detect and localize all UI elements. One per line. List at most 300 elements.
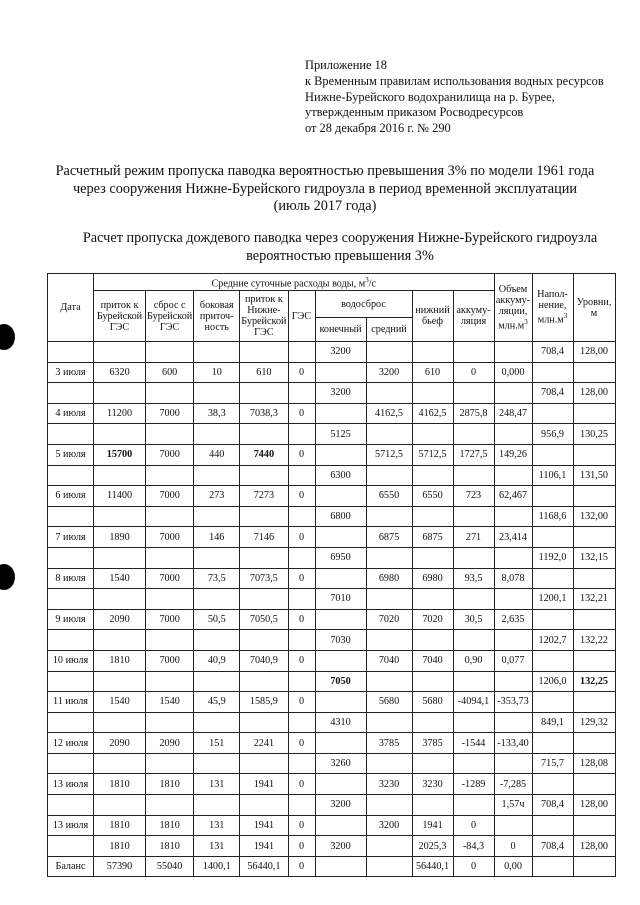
table-cell bbox=[573, 527, 615, 548]
header-ges: ГЭС bbox=[288, 291, 315, 342]
table-cell: 130,25 bbox=[573, 424, 615, 445]
table-row bbox=[48, 424, 616, 445]
table-cell: 0,077 bbox=[494, 650, 532, 671]
table-cell bbox=[315, 444, 366, 465]
table-cell bbox=[412, 506, 453, 527]
table-cell: -7,285 bbox=[494, 774, 532, 795]
table-cell: 11 июля bbox=[48, 692, 94, 713]
table-cell bbox=[194, 630, 240, 651]
table-cell bbox=[194, 465, 240, 486]
table-cell: 12 июля bbox=[48, 733, 94, 754]
table-cell bbox=[494, 753, 532, 774]
table-cell: 6875 bbox=[412, 527, 453, 548]
table-cell: 57390 bbox=[94, 856, 146, 877]
table-cell bbox=[48, 836, 94, 857]
table-cell bbox=[288, 383, 315, 404]
table-cell: 1106,1 bbox=[532, 465, 573, 486]
table-row bbox=[48, 486, 616, 507]
table-cell bbox=[146, 671, 194, 692]
table-cell: 7146 bbox=[240, 527, 288, 548]
table-cell bbox=[48, 712, 94, 733]
table-cell bbox=[366, 712, 412, 733]
table-cell: 0 bbox=[288, 733, 315, 754]
table-cell: 131 bbox=[194, 836, 240, 857]
table-cell bbox=[315, 856, 366, 877]
table-cell bbox=[366, 465, 412, 486]
table-cell bbox=[532, 856, 573, 877]
table-cell: 7020 bbox=[412, 609, 453, 630]
table-cell bbox=[315, 692, 366, 713]
table-cell bbox=[240, 424, 288, 445]
header-inflow-nb: приток к Нижне-Бурейской ГЭС bbox=[240, 291, 288, 342]
header-accumulation: аккуму-ляция bbox=[453, 291, 494, 342]
table-cell bbox=[146, 753, 194, 774]
header-levels: Уровни, м bbox=[573, 274, 615, 342]
table-cell: 30,5 bbox=[453, 609, 494, 630]
table-cell: 3200 bbox=[366, 815, 412, 836]
table-cell: 0 bbox=[288, 856, 315, 877]
table-cell bbox=[315, 568, 366, 589]
table-cell: 0 bbox=[288, 444, 315, 465]
table-cell bbox=[494, 342, 532, 363]
table-cell: 1810 bbox=[146, 815, 194, 836]
table-cell bbox=[194, 547, 240, 568]
table-cell bbox=[146, 465, 194, 486]
table-cell: 1727,5 bbox=[453, 444, 494, 465]
table-cell bbox=[288, 753, 315, 774]
table-cell: 7000 bbox=[146, 527, 194, 548]
table-cell bbox=[240, 547, 288, 568]
table-cell bbox=[48, 342, 94, 363]
table-cell: 7000 bbox=[146, 444, 194, 465]
header-accumulation-volume: Объем аккуму-ляции, $млн.м^3$ bbox=[494, 274, 532, 342]
table-cell: 2090 bbox=[94, 609, 146, 630]
table-cell: 6980 bbox=[366, 568, 412, 589]
table-row bbox=[48, 547, 616, 568]
title-line: (июль 2017 года) bbox=[273, 198, 377, 214]
table-cell: 9 июля bbox=[48, 609, 94, 630]
table-cell bbox=[194, 506, 240, 527]
table-cell: 7030 bbox=[315, 630, 366, 651]
table-cell bbox=[288, 424, 315, 445]
table-cell: 129,32 bbox=[573, 712, 615, 733]
table-cell: 5680 bbox=[412, 692, 453, 713]
table-cell bbox=[532, 527, 573, 548]
table-cell: 0,000 bbox=[494, 362, 532, 383]
table-cell: 7073,5 bbox=[240, 568, 288, 589]
table-cell: 3230 bbox=[366, 774, 412, 795]
table-cell: 1890 bbox=[94, 527, 146, 548]
table-cell: 6550 bbox=[366, 486, 412, 507]
table-cell: 50,5 bbox=[194, 609, 240, 630]
table-cell: 3200 bbox=[315, 795, 366, 816]
table-cell bbox=[48, 630, 94, 651]
table-cell: 1810 bbox=[94, 774, 146, 795]
table-cell: 0 bbox=[288, 568, 315, 589]
table-cell bbox=[573, 403, 615, 424]
table-cell: 4162,5 bbox=[366, 403, 412, 424]
table-cell: 10 июля bbox=[48, 650, 94, 671]
table-cell: 1810 bbox=[94, 815, 146, 836]
table-row bbox=[48, 774, 616, 795]
table-cell bbox=[146, 506, 194, 527]
table-cell: 38,3 bbox=[194, 403, 240, 424]
table-cell: 7000 bbox=[146, 486, 194, 507]
table-cell bbox=[48, 671, 94, 692]
table-cell bbox=[288, 342, 315, 363]
table-cell: 708,4 bbox=[532, 342, 573, 363]
table-cell bbox=[288, 547, 315, 568]
table-cell: 0 bbox=[288, 692, 315, 713]
table-cell: 6550 bbox=[412, 486, 453, 507]
table-cell: 13 июля bbox=[48, 815, 94, 836]
table-cell: 723 bbox=[453, 486, 494, 507]
table-cell: 0,00 bbox=[494, 856, 532, 877]
table-cell bbox=[573, 568, 615, 589]
table-cell bbox=[48, 795, 94, 816]
table-row bbox=[48, 527, 616, 548]
table-cell: 131 bbox=[194, 774, 240, 795]
table-cell bbox=[532, 362, 573, 383]
table-cell bbox=[48, 506, 94, 527]
table-cell: 2875,8 bbox=[453, 403, 494, 424]
header-lateral-inflow: боковая приточ-ность bbox=[194, 291, 240, 342]
table-cell bbox=[453, 342, 494, 363]
table-cell bbox=[494, 424, 532, 445]
table-cell: 1540 bbox=[94, 568, 146, 589]
table-cell bbox=[453, 383, 494, 404]
table-cell: 849,1 bbox=[532, 712, 573, 733]
table-cell bbox=[532, 692, 573, 713]
table-cell bbox=[366, 795, 412, 816]
table-cell: 7040 bbox=[366, 650, 412, 671]
table-cell: 7440 bbox=[240, 444, 288, 465]
table-cell bbox=[412, 753, 453, 774]
table-cell: 3200 bbox=[315, 383, 366, 404]
document-title bbox=[40, 163, 610, 216]
table-cell bbox=[194, 589, 240, 610]
table-cell: 0 bbox=[288, 650, 315, 671]
header-spillway: водосброс bbox=[315, 291, 412, 318]
table-cell bbox=[532, 444, 573, 465]
appendix-line: утвержденным приказом Росводресурсов bbox=[305, 105, 524, 120]
table-cell bbox=[315, 362, 366, 383]
table-cell: -353,73 bbox=[494, 692, 532, 713]
table-cell: 1200,1 bbox=[532, 589, 573, 610]
table-cell bbox=[366, 506, 412, 527]
appendix-line: от 28 декабря 2016 г. № 290 bbox=[305, 121, 451, 136]
table-cell bbox=[532, 403, 573, 424]
table-cell bbox=[494, 815, 532, 836]
table-cell bbox=[240, 465, 288, 486]
table-cell: 7273 bbox=[240, 486, 288, 507]
table-cell bbox=[94, 465, 146, 486]
table-cell: 1192,0 bbox=[532, 547, 573, 568]
table-cell: 0 bbox=[288, 836, 315, 857]
table-cell bbox=[573, 774, 615, 795]
table-cell: 7000 bbox=[146, 650, 194, 671]
table-cell bbox=[573, 650, 615, 671]
table-cell: 1941 bbox=[412, 815, 453, 836]
table-cell: 3785 bbox=[412, 733, 453, 754]
title-line: Расчетный режим пропуска паводка вероятностью превышения 3% по модели 1961 года bbox=[55, 163, 595, 179]
table-cell: 40,9 bbox=[194, 650, 240, 671]
table-cell: 440 bbox=[194, 444, 240, 465]
table-cell bbox=[194, 342, 240, 363]
table-cell bbox=[315, 650, 366, 671]
table-cell: 6800 bbox=[315, 506, 366, 527]
header-tailwater: нижний бьеф bbox=[412, 291, 453, 342]
table-cell bbox=[453, 589, 494, 610]
table-cell: 271 bbox=[453, 527, 494, 548]
table-row bbox=[48, 671, 616, 692]
table-cell bbox=[94, 589, 146, 610]
header-discharge: сброс с Бурейской ГЭС bbox=[146, 291, 194, 342]
table-cell bbox=[453, 630, 494, 651]
table-cell: 131 bbox=[194, 815, 240, 836]
table-cell bbox=[94, 712, 146, 733]
table-cell: 7000 bbox=[146, 568, 194, 589]
header-daily-discharge: Средние суточные расходы воды, $м^3/с$ bbox=[94, 274, 495, 291]
table-cell: 3 июля bbox=[48, 362, 94, 383]
table-cell: 3260 bbox=[315, 753, 366, 774]
table-cell bbox=[532, 568, 573, 589]
table-cell: 7038,3 bbox=[240, 403, 288, 424]
table-cell bbox=[366, 383, 412, 404]
table-cell: 0 bbox=[288, 527, 315, 548]
table-cell: 11200 bbox=[94, 403, 146, 424]
table-row bbox=[48, 444, 616, 465]
table-row bbox=[48, 383, 616, 404]
table-cell bbox=[94, 424, 146, 445]
appendix-note bbox=[305, 58, 604, 137]
table-cell bbox=[366, 589, 412, 610]
table-cell: 1202,7 bbox=[532, 630, 573, 651]
table-cell: 1810 bbox=[94, 836, 146, 857]
table-row bbox=[48, 506, 616, 527]
table-cell: 56440,1 bbox=[412, 856, 453, 877]
table-cell: 0 bbox=[288, 774, 315, 795]
table-cell bbox=[315, 527, 366, 548]
header-filling: Напол-нение, $млн.м^3$ bbox=[532, 274, 573, 342]
table-body bbox=[48, 342, 616, 877]
appendix-line: Приложение 18 bbox=[305, 58, 387, 72]
table-cell bbox=[315, 733, 366, 754]
table-cell: 45,9 bbox=[194, 692, 240, 713]
table-cell bbox=[366, 630, 412, 651]
table-cell: 62,467 bbox=[494, 486, 532, 507]
table-cell: 0 bbox=[288, 362, 315, 383]
table-cell bbox=[240, 589, 288, 610]
table-cell: 2025,3 bbox=[412, 836, 453, 857]
table-row bbox=[48, 856, 616, 877]
table-cell: 0 bbox=[453, 856, 494, 877]
binder-hole bbox=[0, 324, 15, 350]
table-cell: 131,50 bbox=[573, 465, 615, 486]
table-cell bbox=[573, 362, 615, 383]
table-cell: 0 bbox=[288, 486, 315, 507]
table-cell: 1941 bbox=[240, 774, 288, 795]
table-cell: 610 bbox=[240, 362, 288, 383]
table-row bbox=[48, 568, 616, 589]
table-cell bbox=[146, 712, 194, 733]
table-cell: 248,47 bbox=[494, 403, 532, 424]
table-cell bbox=[146, 547, 194, 568]
table-cell bbox=[146, 342, 194, 363]
table-cell bbox=[48, 547, 94, 568]
table-cell: 13 июля bbox=[48, 774, 94, 795]
table-cell bbox=[240, 383, 288, 404]
table-cell bbox=[494, 589, 532, 610]
table-cell bbox=[412, 547, 453, 568]
table-cell bbox=[453, 506, 494, 527]
table-cell bbox=[453, 795, 494, 816]
table-cell bbox=[494, 712, 532, 733]
table-cell bbox=[453, 753, 494, 774]
table-cell: 132,21 bbox=[573, 589, 615, 610]
table-row bbox=[48, 589, 616, 610]
table-cell: 6320 bbox=[94, 362, 146, 383]
table-row bbox=[48, 465, 616, 486]
table-row bbox=[48, 753, 616, 774]
table-cell: 5712,5 bbox=[366, 444, 412, 465]
table-cell bbox=[48, 465, 94, 486]
table-cell bbox=[315, 774, 366, 795]
table-cell bbox=[494, 630, 532, 651]
table-cell: 4162,5 bbox=[412, 403, 453, 424]
header-spillway-final: конечный bbox=[315, 318, 366, 342]
table-cell: 55040 bbox=[146, 856, 194, 877]
table-cell bbox=[240, 630, 288, 651]
table-cell: 11400 bbox=[94, 486, 146, 507]
table-cell bbox=[494, 465, 532, 486]
flood-routing-table bbox=[47, 273, 616, 877]
table-cell bbox=[288, 795, 315, 816]
table-cell: 132,15 bbox=[573, 547, 615, 568]
table-cell bbox=[240, 795, 288, 816]
table-cell bbox=[194, 383, 240, 404]
table-cell bbox=[94, 506, 146, 527]
table-cell bbox=[194, 753, 240, 774]
table-cell bbox=[94, 671, 146, 692]
table-cell: 0 bbox=[453, 362, 494, 383]
table-cell bbox=[494, 547, 532, 568]
table-cell bbox=[94, 342, 146, 363]
header-spillway-mean: средний bbox=[366, 318, 412, 342]
table-row bbox=[48, 362, 616, 383]
table-cell: 1941 bbox=[240, 836, 288, 857]
table-cell bbox=[315, 403, 366, 424]
table-cell: 3230 bbox=[412, 774, 453, 795]
table-cell bbox=[146, 795, 194, 816]
table-cell: 128,00 bbox=[573, 383, 615, 404]
table-cell: -1289 bbox=[453, 774, 494, 795]
table-cell: 6 июля bbox=[48, 486, 94, 507]
table-cell: 1810 bbox=[94, 650, 146, 671]
table-cell bbox=[288, 671, 315, 692]
table-cell: 7050 bbox=[315, 671, 366, 692]
table-row bbox=[48, 403, 616, 424]
table-cell bbox=[240, 671, 288, 692]
table-row bbox=[48, 692, 616, 713]
table-cell bbox=[412, 589, 453, 610]
table-cell: 5712,5 bbox=[412, 444, 453, 465]
table-cell bbox=[573, 815, 615, 836]
table-cell bbox=[412, 630, 453, 651]
table-cell bbox=[288, 712, 315, 733]
table-cell: 4310 bbox=[315, 712, 366, 733]
table-cell bbox=[240, 342, 288, 363]
table-cell bbox=[573, 733, 615, 754]
table-cell bbox=[94, 753, 146, 774]
table-cell bbox=[573, 609, 615, 630]
table-cell: 0 bbox=[288, 609, 315, 630]
table-cell: 5 июля bbox=[48, 444, 94, 465]
table-row bbox=[48, 609, 616, 630]
table-cell: 1810 bbox=[146, 836, 194, 857]
table-cell: 7050,5 bbox=[240, 609, 288, 630]
table-cell bbox=[240, 506, 288, 527]
table-cell bbox=[194, 712, 240, 733]
table-cell: -133,40 bbox=[494, 733, 532, 754]
table-cell: 0 bbox=[453, 815, 494, 836]
table-cell: 3200 bbox=[315, 836, 366, 857]
table-cell bbox=[532, 486, 573, 507]
caption-line: Расчет пропуска дождевого паводка через сооружения Нижне-Бурейского гидроузла bbox=[82, 230, 598, 246]
table-cell: 73,5 bbox=[194, 568, 240, 589]
table-cell: 0 bbox=[494, 836, 532, 857]
table-cell: 149,26 bbox=[494, 444, 532, 465]
table-row bbox=[48, 650, 616, 671]
table-cell: 708,4 bbox=[532, 795, 573, 816]
table-cell: 1206,0 bbox=[532, 671, 573, 692]
table-row bbox=[48, 795, 616, 816]
table-cell: 6875 bbox=[366, 527, 412, 548]
table-cell bbox=[573, 444, 615, 465]
table-cell: 15700 bbox=[94, 444, 146, 465]
table-cell bbox=[453, 465, 494, 486]
table-cell: 151 bbox=[194, 733, 240, 754]
table-cell: 5680 bbox=[366, 692, 412, 713]
table-cell bbox=[194, 671, 240, 692]
caption-line: вероятностью превышения 3% bbox=[246, 247, 434, 264]
table-cell: 4 июля bbox=[48, 403, 94, 424]
table-cell: 132,25 bbox=[573, 671, 615, 692]
table-cell bbox=[288, 630, 315, 651]
table-cell bbox=[194, 424, 240, 445]
binder-hole bbox=[0, 564, 15, 590]
table-cell: 2090 bbox=[94, 733, 146, 754]
table-cell bbox=[494, 506, 532, 527]
table-cell bbox=[573, 856, 615, 877]
table-cell: 1400,1 bbox=[194, 856, 240, 877]
table-cell bbox=[48, 424, 94, 445]
table-cell bbox=[494, 671, 532, 692]
table-cell bbox=[288, 465, 315, 486]
table-row bbox=[48, 836, 616, 857]
table-cell: 0 bbox=[288, 403, 315, 424]
table-cell: 600 bbox=[146, 362, 194, 383]
table-cell: 128,00 bbox=[573, 836, 615, 857]
table-cell bbox=[412, 383, 453, 404]
table-cell bbox=[532, 650, 573, 671]
table-cell: 128,08 bbox=[573, 753, 615, 774]
table-cell bbox=[453, 547, 494, 568]
table-cell: 1810 bbox=[146, 774, 194, 795]
table-cell bbox=[573, 692, 615, 713]
table-cell: -4094,1 bbox=[453, 692, 494, 713]
table-cell: 128,00 bbox=[573, 795, 615, 816]
